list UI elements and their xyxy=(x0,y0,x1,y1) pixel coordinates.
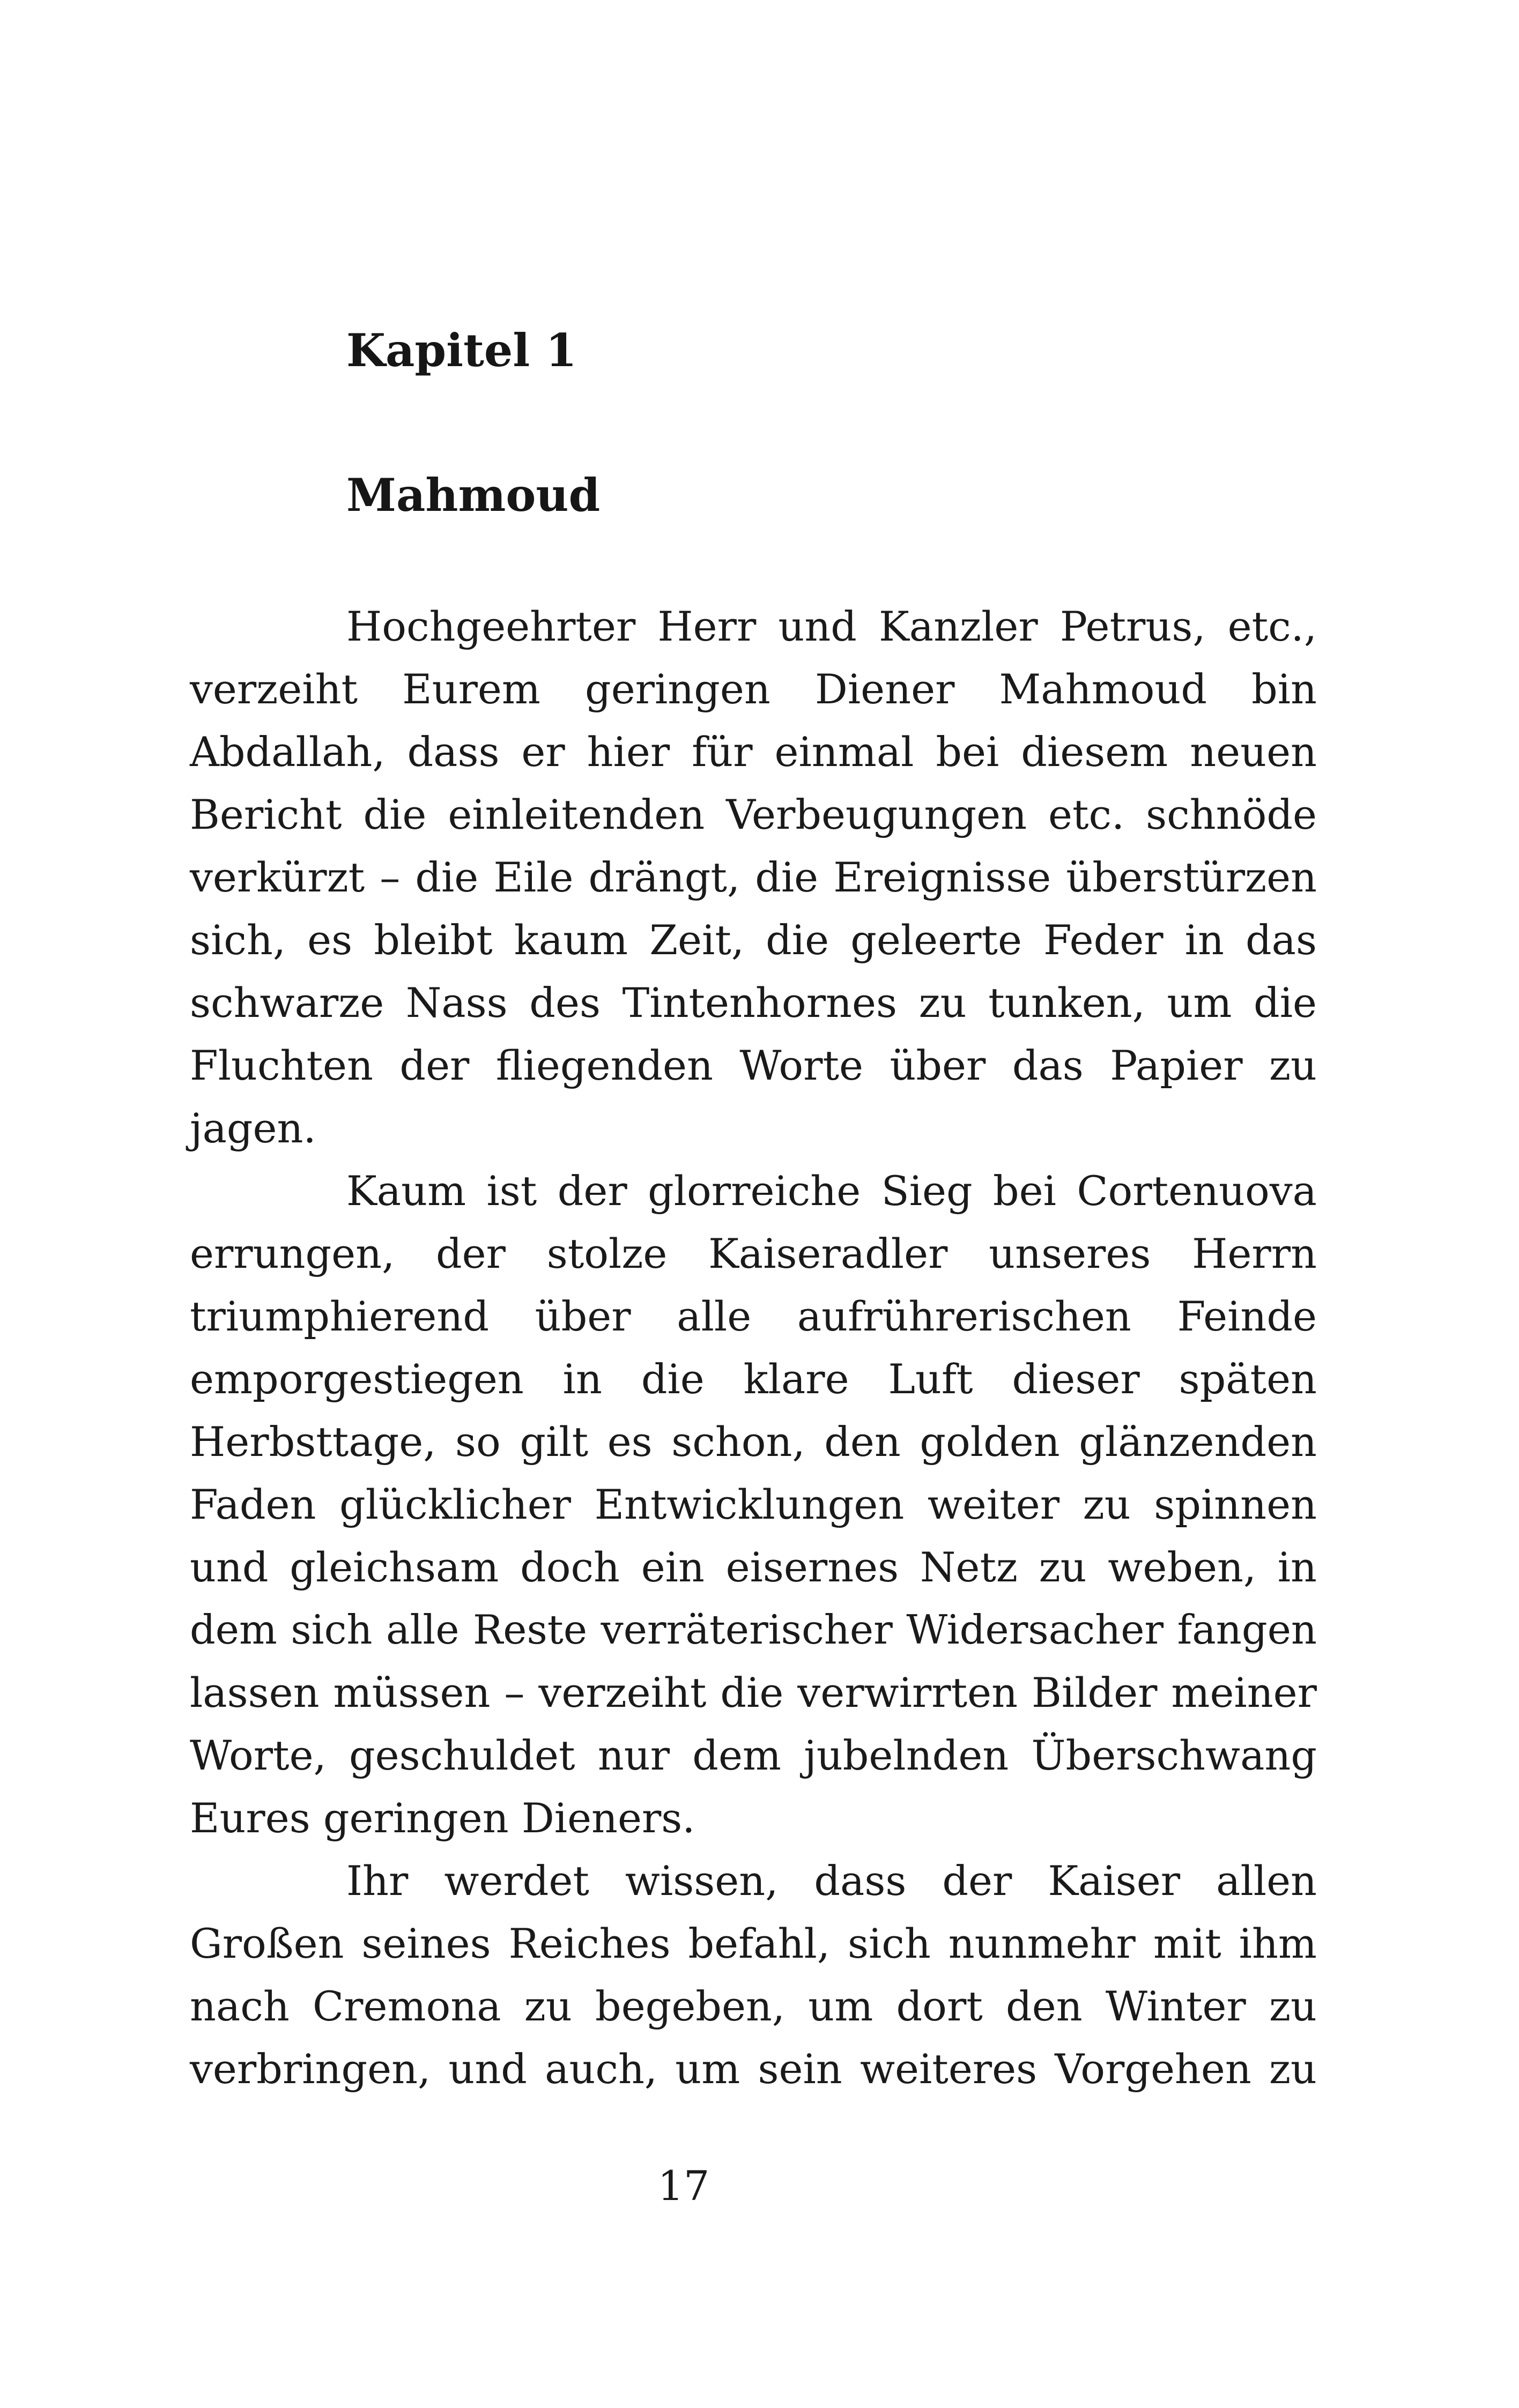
text-line: emporgestiegen in die klare Luft dieser späten xyxy=(190,1355,1317,1403)
text-line: Faden glücklicher Entwicklungen weiter zu spinnen xyxy=(190,1481,1317,1528)
text-line: Bericht die einleitenden Verbeugungen etc. schnöde xyxy=(190,791,1317,838)
chapter-number: Kapitel 1 xyxy=(346,324,577,377)
text-line: Herbsttage, so gilt es schon, den golden glänzenden xyxy=(190,1418,1317,1466)
text-line: dem sich alle Reste verräterischer Widersacher fangen xyxy=(190,1607,1317,1653)
page-number: 17 xyxy=(657,2162,710,2210)
chapter-title: Mahmoud xyxy=(346,469,601,522)
text-line: und gleichsam doch ein eisernes Netz zu weben, in xyxy=(190,1543,1317,1591)
text-line: Eures geringen Dieners. xyxy=(190,1794,695,1842)
text-line: schwarze Nass des Tintenhornes zu tunken, um die xyxy=(190,979,1317,1027)
text-line: Abdallah, dass er hier für einmal bei diesem neuen xyxy=(190,728,1317,776)
text-line: Ihr werdet wissen, dass der Kaiser allen xyxy=(346,1857,1317,1905)
text-line: jagen. xyxy=(190,1104,316,1152)
body-text xyxy=(190,595,1317,2100)
text-line: verbringen, und auch, um sein weiteres Vorgehen zu xyxy=(190,2045,1317,2093)
text-line: Kaum ist der glorreiche Sieg bei Cortenuova xyxy=(346,1167,1317,1215)
text-line: Worte, geschuldet nur dem jubelnden Überschwang xyxy=(190,1731,1317,1779)
text-line: verkürzt – die Eile drängt, die Ereignisse überstürzen xyxy=(190,853,1317,901)
text-line: errungen, der stolze Kaiseradler unseres Herrn xyxy=(190,1230,1317,1277)
text-line: Fluchten der fliegenden Worte über das Papier zu xyxy=(190,1042,1317,1089)
text-line: triumphierend über alle aufrührerischen Feinde xyxy=(190,1292,1317,1340)
text-line: nach Cremona zu begeben, um dort den Winter zu xyxy=(190,1982,1317,2030)
text-line: Hochgeehrter Herr und Kanzler Petrus, etc., xyxy=(346,603,1317,650)
text-line: verzeiht Eurem geringen Diener Mahmoud bin xyxy=(190,665,1317,713)
text-line: sich, es bleibt kaum Zeit, die geleerte Feder in das xyxy=(190,916,1317,964)
text-line: lassen müssen – verzeiht die verwirrten Bilder meiner xyxy=(190,1669,1317,1716)
text-line: Großen seines Reiches befahl, sich nunmehr mit ihm xyxy=(190,1920,1317,1967)
